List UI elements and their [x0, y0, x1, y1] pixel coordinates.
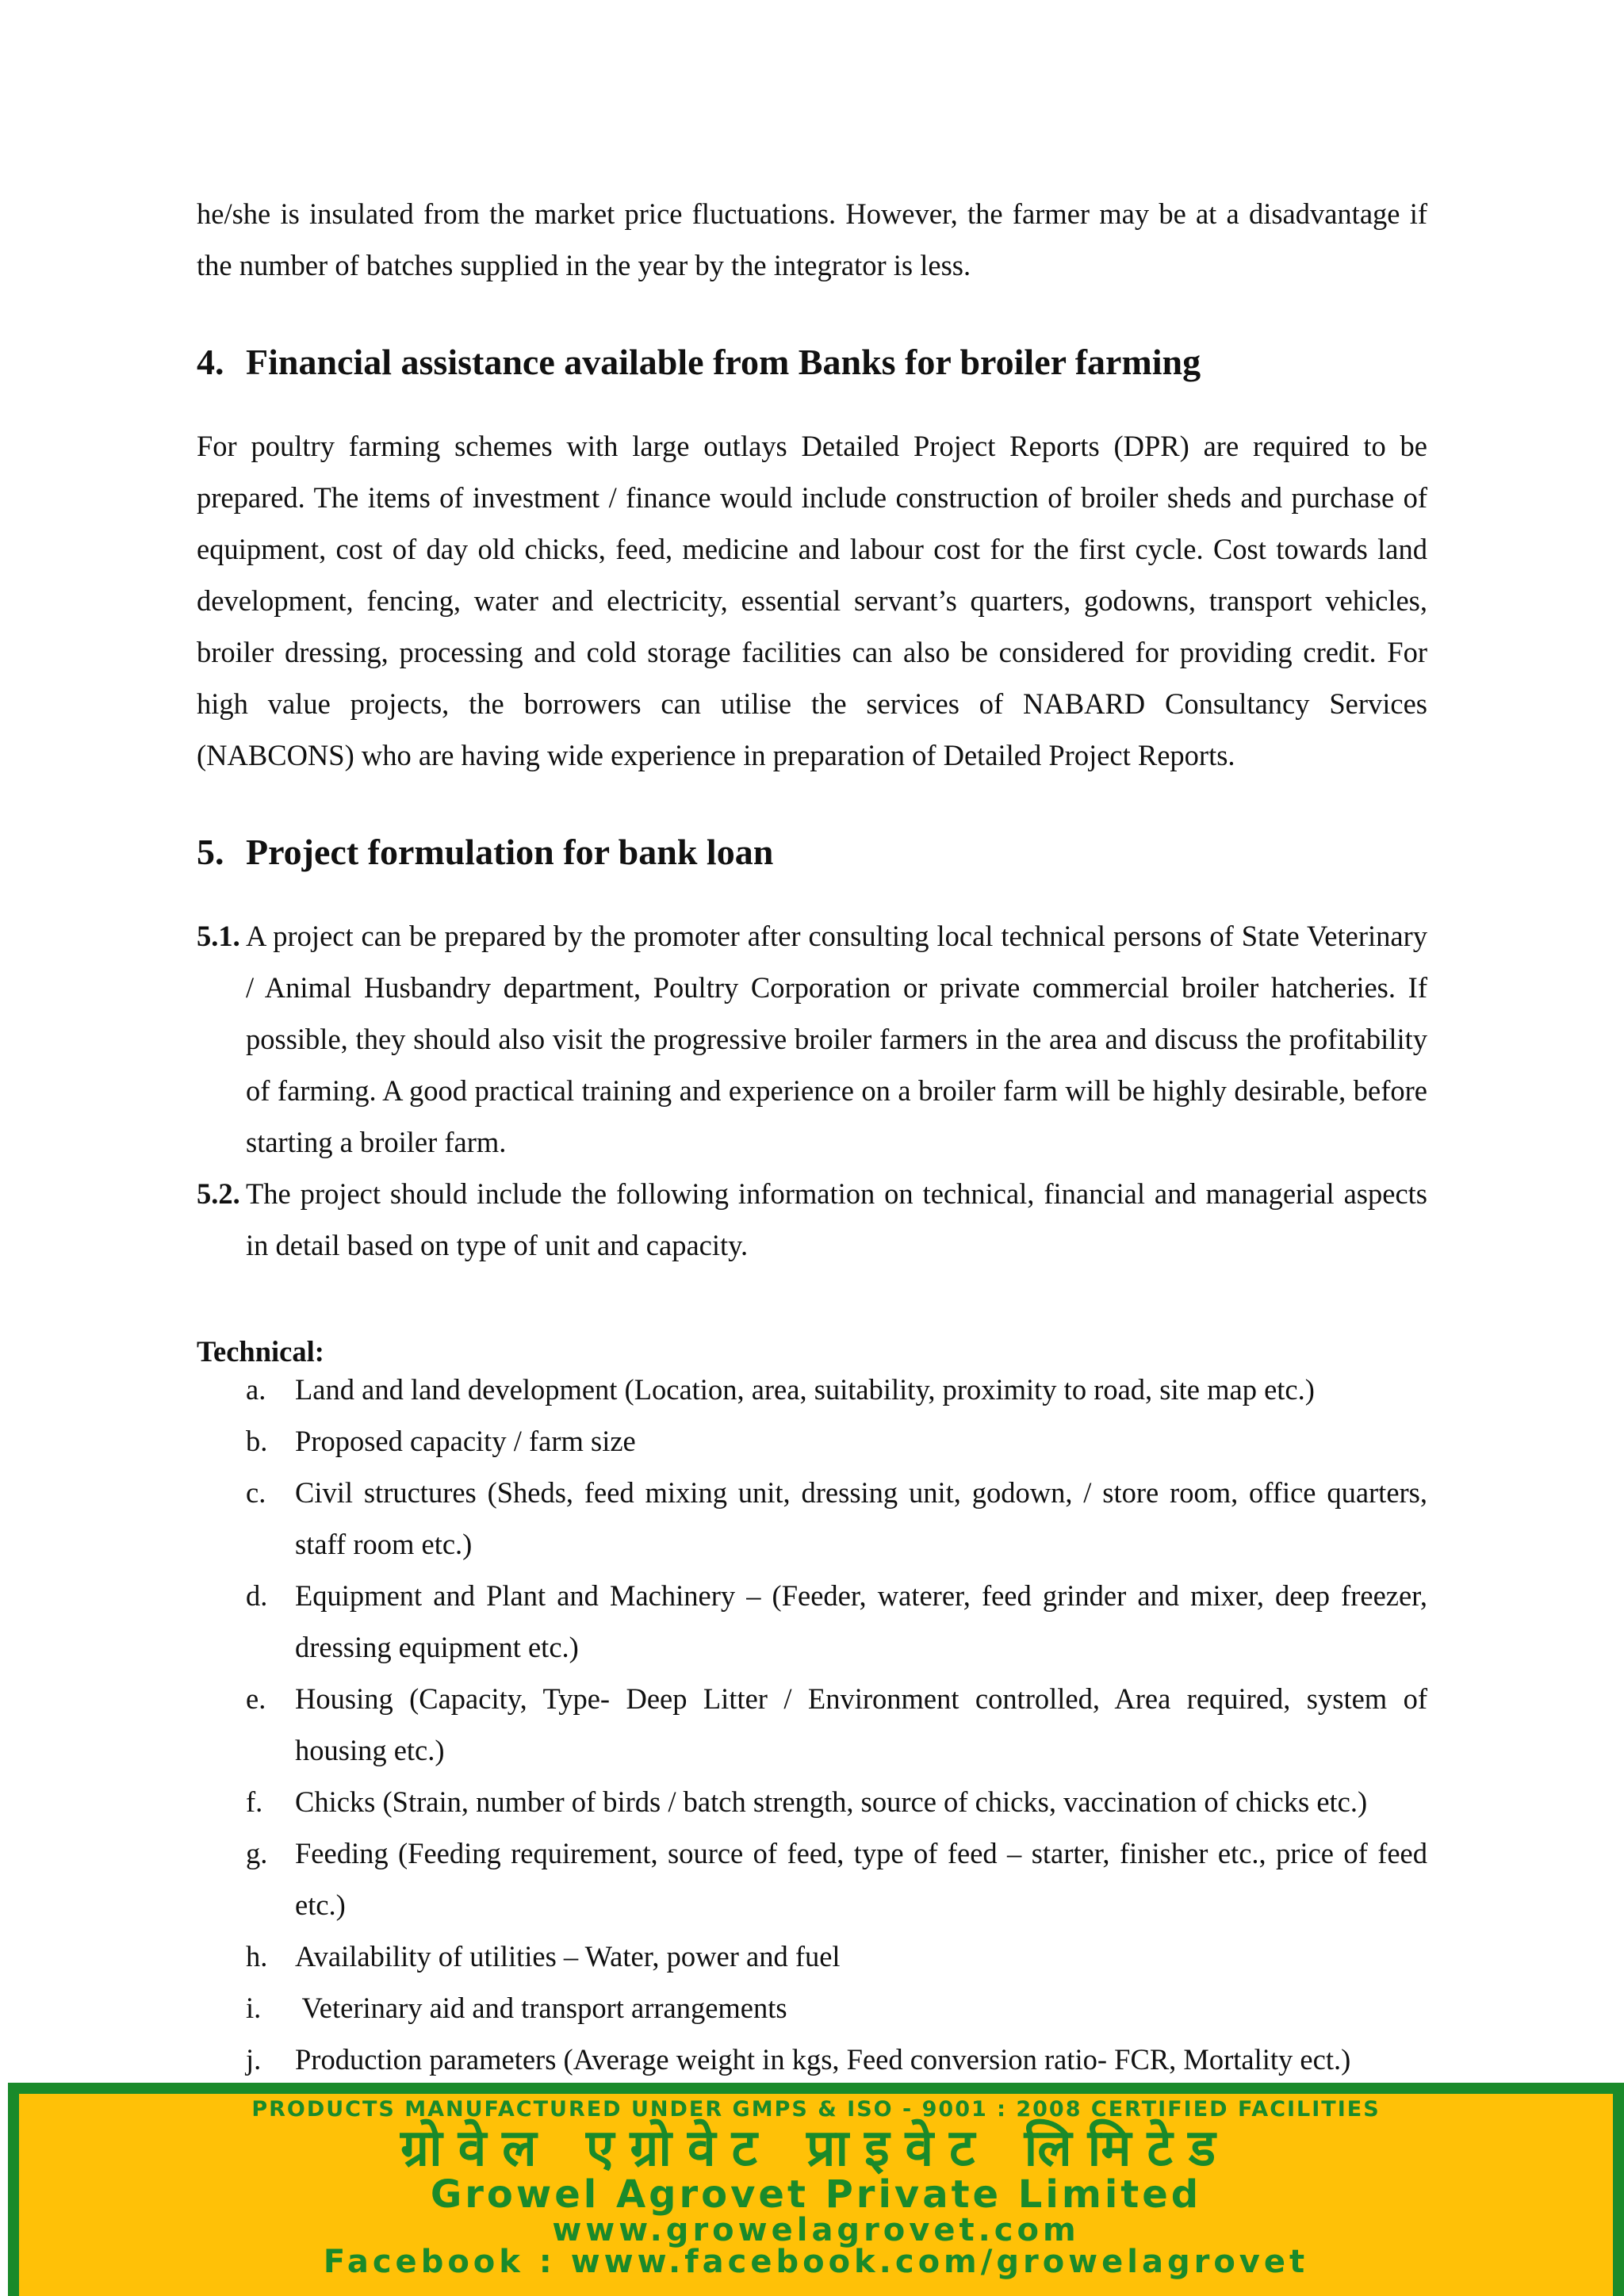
banner-certification: PRODUCTS MANUFACTURED UNDER GMPS & ISO - 9001 : 2008 CERTIFIED FACILITIES: [251, 2097, 1381, 2122]
item-letter: c.: [246, 1476, 266, 1509]
technical-item-g: [246, 1827, 1427, 1931]
item-letter: a.: [246, 1373, 266, 1406]
item-letter: i.: [246, 1992, 262, 2024]
item-text: Equipment and Plant and Machinery – (Feeder, waterer, feed grinder and mixer, deep freezer, dressing equipment etc.): [295, 1579, 1427, 1663]
technical-item-f: [246, 1776, 1427, 1827]
section-4-heading: [197, 339, 1465, 386]
item-text: Chicks (Strain, number of birds / batch strength, source of chicks, vaccination of chicks etc.): [295, 1785, 1368, 1818]
banner-company-name: Growel Agrovet Private Limited: [430, 2172, 1202, 2217]
item-letter: e.: [246, 1682, 266, 1715]
item-letter: j.: [246, 2043, 262, 2076]
section-4-number: 4.: [197, 342, 224, 382]
technical-item-b: [246, 1415, 1427, 1467]
item-text: Housing (Capacity, Type- Deep Litter / Environment controlled, Area required, system of housing etc.): [295, 1682, 1427, 1766]
intro-paragraph: he/she is insulated from the market price fluctuations. However, the farmer may be at a disadvantage if the number of batches supplied in the year by the integrator is less.: [197, 197, 1427, 281]
section-5-number: 5.: [197, 832, 224, 872]
section-4-title: Financial assistance available from Banks for broiler farming: [246, 342, 1201, 382]
item-text: Civil structures (Sheds, feed mixing unit, dressing unit, godown, / store room, office quarters, staff room etc.): [295, 1476, 1427, 1560]
item-letter: h.: [246, 1940, 268, 1973]
technical-item-d: [246, 1570, 1427, 1673]
item-number: 5.2.: [197, 1177, 240, 1210]
technical-item-c: [246, 1467, 1427, 1570]
banner-facebook: Facebook : www.facebook.com/growelagrovet: [323, 2244, 1309, 2280]
item-number: 5.1.: [197, 920, 240, 952]
technical-item-e: [246, 1673, 1427, 1776]
item-text: The project should include the following information on technical, financial and managerial aspects in detail based on type of unit and capacity.: [246, 1177, 1427, 1261]
section-4-paragraph: For poultry farming schemes with large outlays Detailed Project Reports (DPR) are required to be prepared. The items of investment / finance would include construction of broiler sheds and purchase of equipment, cost of day old chicks, feed, medicine and labour cost for the first cycle. Cost towards land development, fencing, water and electricity, essential servant’s quarters, godowns, transport vehicles, broiler dressing, processing and cold storage facilities can also be considered for providing credit. For high value projects, the borrowers can utilise the services of NABARD Consultancy Services (NABCONS) who are having wide experience in preparation of Detailed Project Reports.: [197, 430, 1427, 771]
item-text: Feeding (Feeding requirement, source of feed, type of feed – starter, finisher etc., price of feed etc.): [295, 1837, 1427, 1921]
item-text: Production parameters (Average weight in kgs, Feed conversion ratio- FCR, Mortality ect.): [295, 2043, 1351, 2076]
technical-item-h: [246, 1931, 1427, 1982]
technical-item-i: [246, 1982, 1427, 2034]
technical-item-a: [246, 1364, 1427, 1415]
banner-hindi-name: ग्रोवेल एग्रोवेट प्राइवेट लिमिटेड: [400, 2119, 1231, 2178]
item-letter: d.: [246, 1579, 268, 1612]
numbered-item-5-1: [197, 910, 1427, 1168]
banner-website: www.growelagrovet.com: [552, 2212, 1080, 2248]
section-5-title: Project formulation for bank loan: [246, 832, 774, 872]
technical-heading: Technical:: [197, 1335, 324, 1368]
technical-item-j: [246, 2034, 1427, 2085]
item-text: Availability of utilities – Water, power and fuel: [295, 1940, 841, 1973]
item-text: Land and land development (Location, area, suitability, proximity to road, site map etc.): [295, 1373, 1315, 1406]
item-letter: b.: [246, 1425, 268, 1457]
item-text: Proposed capacity / farm size: [295, 1425, 636, 1457]
item-letter: f.: [246, 1785, 263, 1818]
company-banner: [8, 2083, 1624, 2296]
section-5-heading: [197, 828, 1465, 876]
item-letter: g.: [246, 1837, 268, 1869]
numbered-item-5-2: [197, 1168, 1427, 1271]
item-text: A project can be prepared by the promoter after consulting local technical persons of State Veterinary / Animal Husbandry department, Poultry Corporation or private commercial broiler hatcheries. If possible, they should also visit the progressive broiler farmers in the area and discuss the profitability of farming. A good practical training and experience on a broiler farm will be highly desirable, before starting a broiler farm.: [246, 920, 1427, 1158]
item-text: Veterinary aid and transport arrangements: [295, 1992, 787, 2024]
